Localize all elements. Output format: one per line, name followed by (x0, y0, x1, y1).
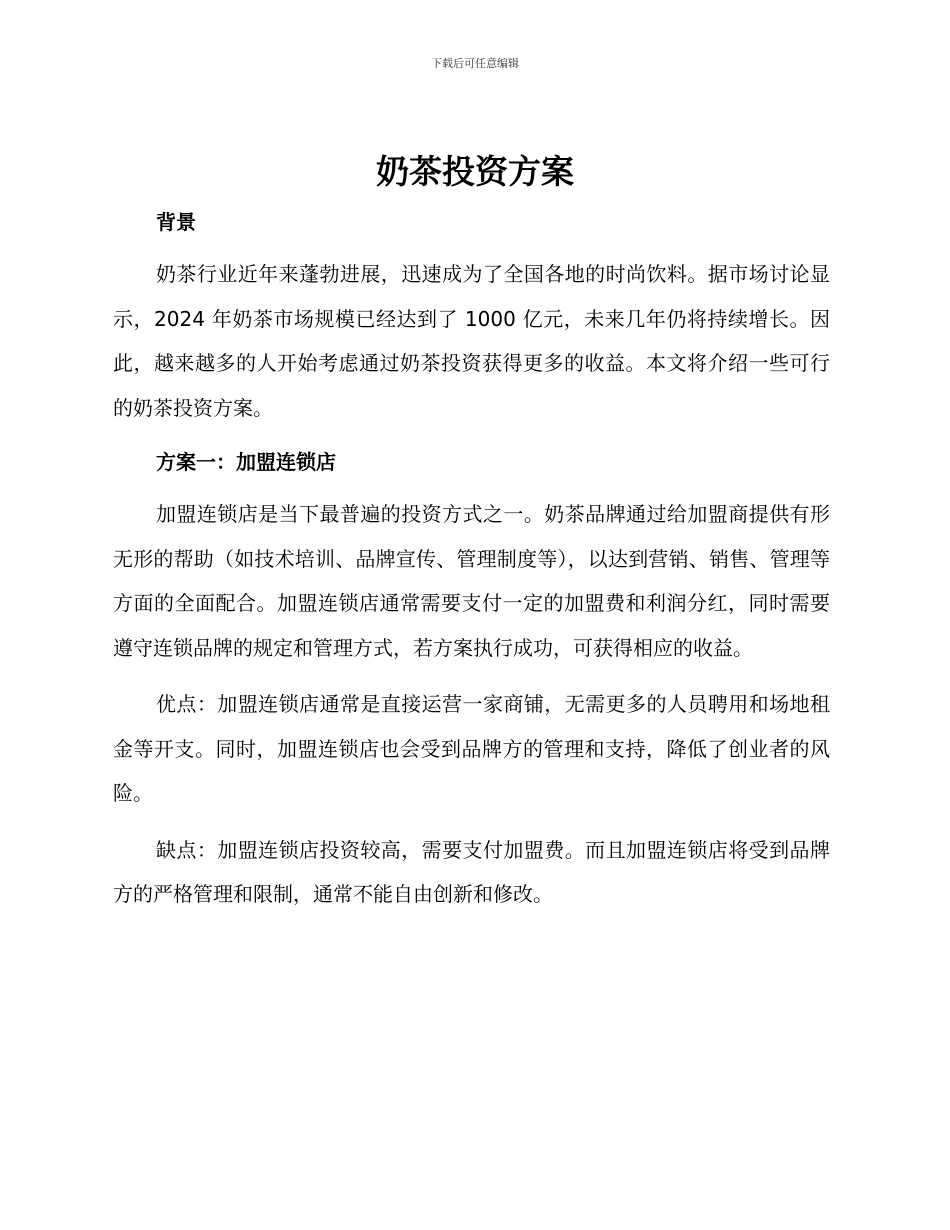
section-heading-background: 背景 (156, 210, 196, 234)
section-heading-plan-one: 方案一：加盟连锁店 (156, 450, 336, 474)
header-note: 下载后可任意编辑 (431, 57, 519, 70)
paragraph-plan-one-intro: 加盟连锁店是当下最普遍的投资方式之一。奶茶品牌通过给加盟商提供有形无形的帮助（如技术培训、品牌宣传、管理制度等），以达到营销、销售、管理等方面的全面配合。加盟连锁店通常需要支付一定的加盟费和利润分红，同时需要遵守连锁品牌的规定和管理方式，若方案执行成功，可获得相应的收益。 (113, 502, 830, 660)
paragraph-background: 奶茶行业近年来蓬勃进展，迅速成为了全国各地的时尚饮料。据市场讨论显示，2024 年奶茶市场规模已经达到了 1000 亿元，未来几年仍将持续增长。因此，越来越多的人开始考虑通过奶茶投资获得更多的收益。本文将介绍一些可行的奶茶投资方案。 (113, 262, 830, 420)
paragraph-disadvantages: 缺点：加盟连锁店投资较高，需要支付加盟费。而且加盟连锁店将受到品牌方的严格管理和限制，通常不能自由创新和修改。 (113, 837, 830, 906)
document-title: 奶茶投资方案 (376, 152, 574, 191)
paragraph-advantages: 优点：加盟连锁店通常是直接运营一家商铺，无需更多的人员聘用和场地租金等开支。同时，加盟连锁店也会受到品牌方的管理和支持，降低了创业者的风险。 (113, 692, 830, 805)
document-body (113, 202, 830, 917)
